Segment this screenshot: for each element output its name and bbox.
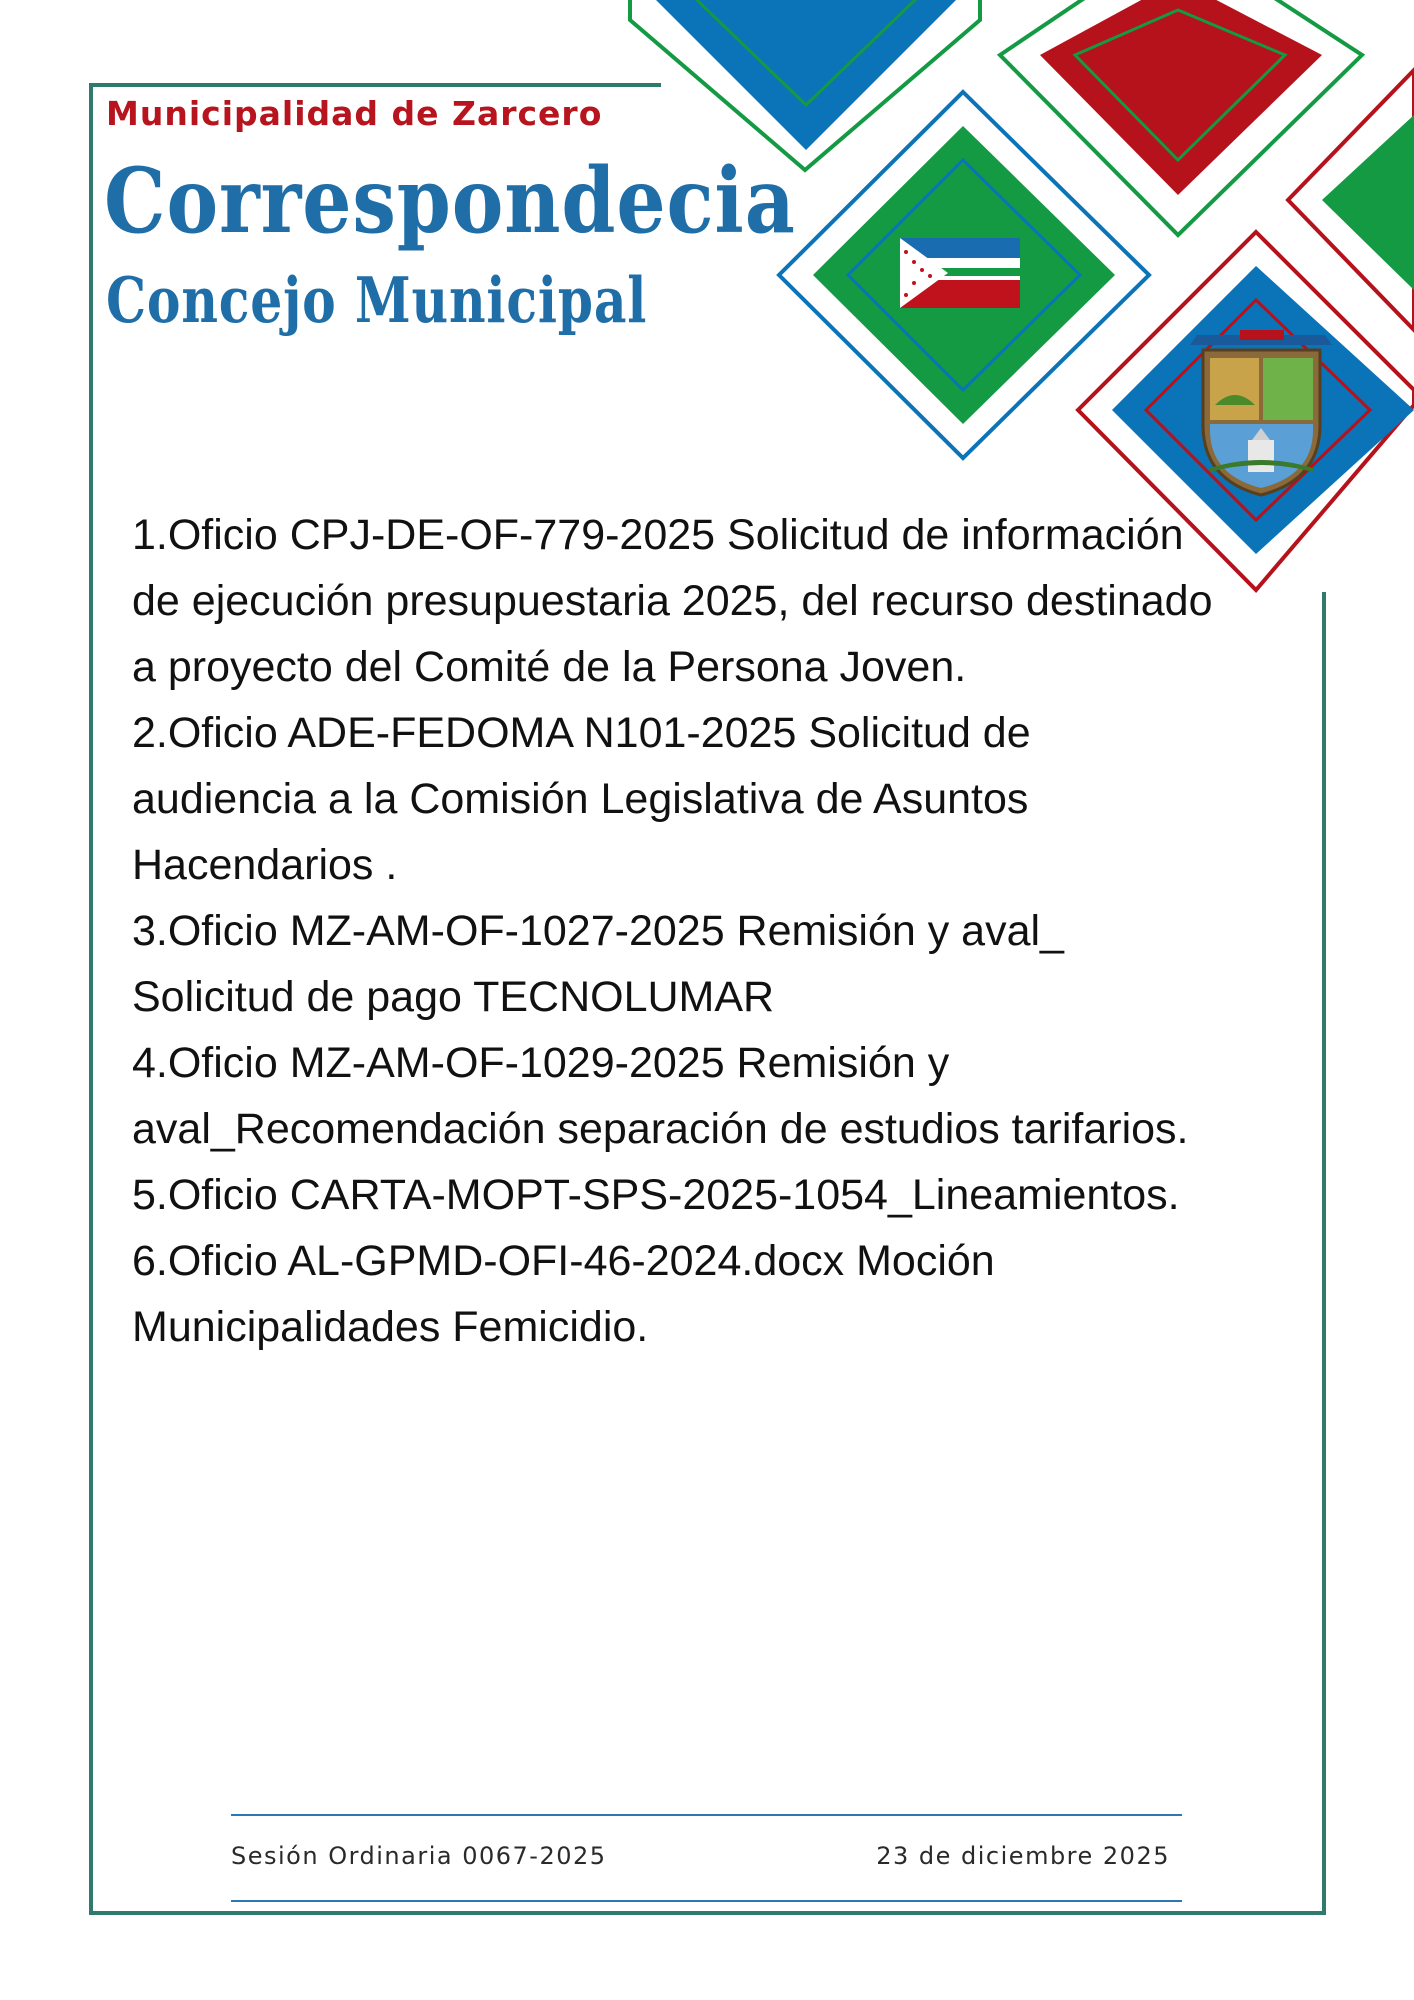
frame-bottom-border [89, 1911, 1326, 1915]
session-date: 23 de diciembre 2025 [876, 1842, 1170, 1870]
correspondence-item: 2.Oficio ADE-FEDOMA N101-2025 Solicitud de audiencia a la Comisión Legislativa de Asuntos Hacendarios . [132, 709, 1031, 889]
zarcero-flag-icon [900, 238, 1020, 308]
correspondence-item: 1.Oficio CPJ-DE-OF-779-2025 Solicitud de información de ejecución presupuestaria 2025, del recurso destinado a proyecto del Comité de la Persona Joven. [132, 511, 1213, 691]
blue-diamond-top [630, 0, 980, 170]
document-subtitle: Concejo Municipal [106, 263, 648, 337]
zarcero-coat-of-arms-icon [1190, 330, 1332, 495]
document-title: Correspondecia [104, 148, 796, 254]
correspondence-item: 6.Oficio AL-GPMD-OFI-46-2024.docx Moción Municipalidades Femicidio. [132, 1237, 995, 1351]
frame-right-border [1322, 592, 1326, 1915]
red-diamond-top [1000, 0, 1362, 235]
footer-top-divider [231, 1814, 1182, 1816]
session-label: Sesión Ordinaria 0067-2025 [231, 1842, 607, 1870]
organization-name: Municipalidad de Zarcero [106, 94, 603, 133]
correspondence-item: 4.Oficio MZ-AM-OF-1029-2025 Remisión y aval_Recomendación separación de estudios tarifarios. [132, 1039, 1189, 1153]
correspondence-list [132, 502, 1222, 1360]
correspondence-item: 5.Oficio CARTA-MOPT-SPS-2025-1054_Lineamientos. [132, 1171, 1180, 1219]
correspondence-item: 3.Oficio MZ-AM-OF-1027-2025 Remisión y aval_ Solicitud de pago TECNOLUMAR [132, 907, 1064, 1021]
footer-bottom-divider [231, 1900, 1182, 1902]
